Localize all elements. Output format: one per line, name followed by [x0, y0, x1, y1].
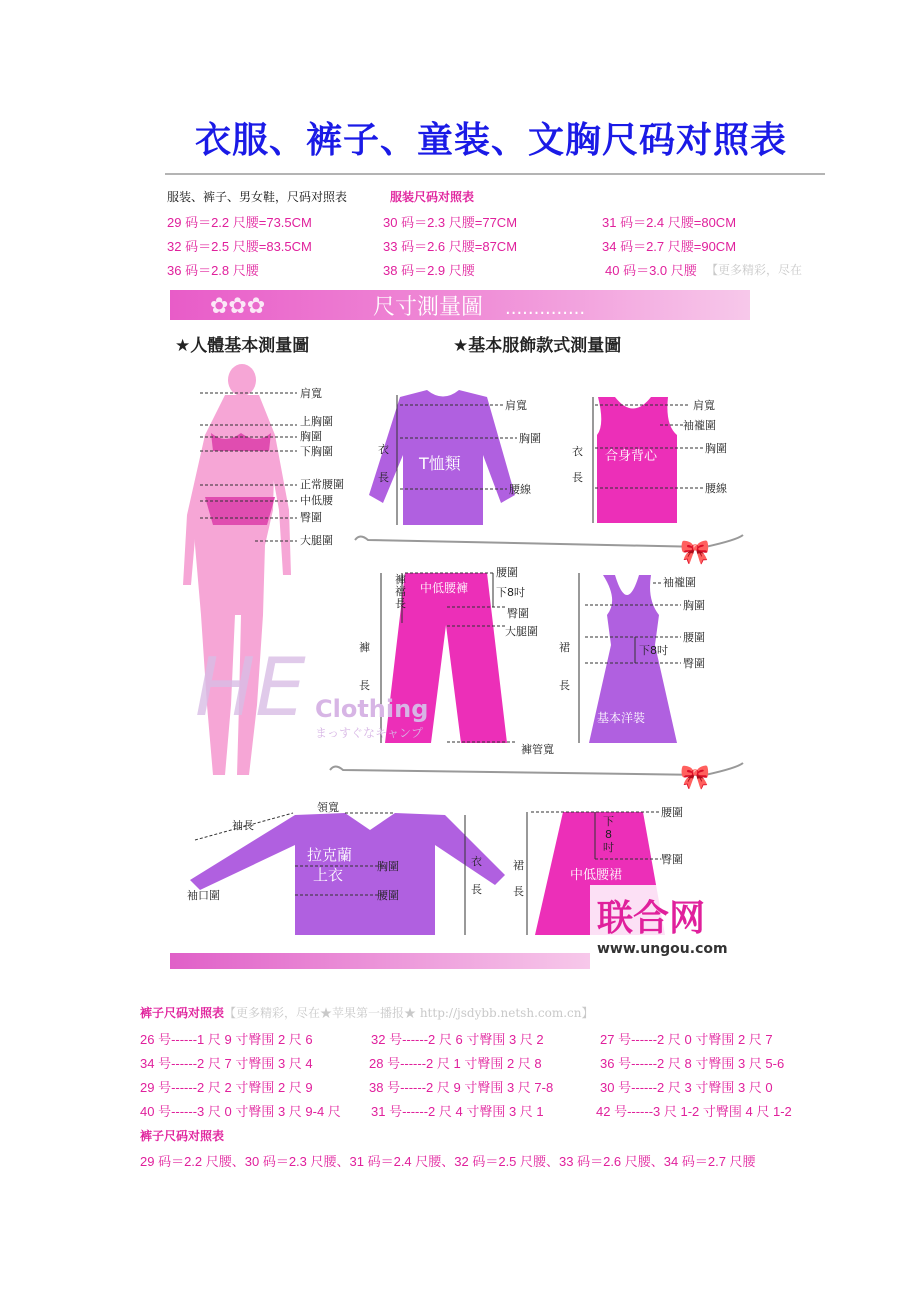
body-label: 中低腰 — [300, 494, 333, 507]
watermark-top: 【更多精彩，尽在 — [706, 263, 803, 277]
logo-brand: Clothing — [315, 695, 429, 723]
pants-rise: 襠 — [395, 585, 406, 598]
skirt-label: 腰圍 — [661, 806, 683, 819]
raglan-label: 袖長 — [232, 819, 254, 832]
vest-label: 袖襱圍 — [683, 419, 716, 432]
body-label: 肩寬 — [300, 387, 322, 400]
raglan-length: 衣 — [471, 855, 482, 868]
dress-label: 臀圍 — [683, 657, 705, 670]
waist-cell: 32 码＝2.5 尺腰=83.5CM — [167, 239, 312, 254]
waist-cell: 40 码＝3.0 尺腰 — [605, 263, 697, 278]
waist-cell: 29 码＝2.2 尺腰=73.5CM — [167, 215, 312, 230]
vest-label: 胸圍 — [705, 442, 727, 455]
waist-cell: 36 码＝2.8 尺腰 — [167, 263, 259, 278]
dress-label: 腰圍 — [683, 631, 705, 644]
dress-length: 長 — [559, 679, 570, 692]
bow-icon: 🎀 — [680, 763, 710, 791]
pants-watermark: 【更多精彩，尽在★苹果第一播报★ http://jsdybb.netsh.com.cn】 — [224, 1006, 594, 1020]
tshirt-length: 長 — [378, 471, 389, 484]
vest-length: 衣 — [572, 445, 583, 458]
pants-cell: 29 号------2 尺 2 寸臀围 2 尺 9 — [140, 1080, 313, 1095]
body-label: 上胸圍 — [300, 415, 333, 428]
skirt-drop: 下 — [603, 815, 614, 828]
pants-label: 大腿圍 — [505, 625, 538, 638]
tshirt-length: 衣 — [378, 443, 389, 456]
skirt-drop: 吋 — [603, 841, 614, 854]
pants-cell: 26 号------1 尺 9 寸臀围 2 尺 6 — [140, 1032, 313, 1047]
title-divider — [165, 173, 825, 175]
script-logo-mark: HE — [195, 641, 306, 734]
pants-label: 下8吋 — [496, 586, 525, 599]
vest-label: 腰線 — [705, 482, 727, 495]
skirt-name: 中低腰裙 — [570, 868, 623, 883]
banner-title: 尺寸測量圖 — [373, 295, 484, 320]
right-heading: ★基本服飾款式測量圖 — [453, 336, 622, 356]
raglan-name: 拉克蘭 — [307, 846, 353, 864]
skirt-label: 臀圍 — [661, 853, 683, 866]
bow-icon: 🎀 — [680, 538, 710, 566]
pants-waist-line: 29 码＝2.2 尺腰、30 码＝2.3 尺腰、31 码＝2.4 尺腰、32 码＝2.5 尺腰、33 码＝2.6 尺腰、34 码＝2.7 尺腰 — [140, 1154, 756, 1169]
svg-text:..............: .............. — [505, 298, 586, 319]
pants-label: 褲管寬 — [521, 743, 554, 756]
raglan-label: 胸圍 — [377, 860, 399, 873]
intro-heading: 服装、裤子、男女鞋，尺码对照表 — [167, 190, 348, 204]
pants-cell: 31 号------2 尺 4 寸臀围 3 尺 1 — [371, 1104, 544, 1119]
pants-cell: 36 号------2 尺 8 寸臀围 3 尺 5-6 — [600, 1056, 785, 1071]
tshirt-label: 腰線 — [509, 483, 531, 496]
raglan-label: 腰圍 — [377, 889, 399, 902]
pants-length: 長 — [359, 679, 370, 692]
vest-length: 長 — [572, 471, 583, 484]
tshirt-label: 肩寬 — [505, 399, 527, 412]
raglan-label: 袖口圍 — [187, 889, 220, 902]
pants-rise: 褲 — [395, 573, 406, 586]
badge-name: 联合网 — [597, 898, 706, 939]
bottom-strip — [170, 953, 590, 969]
tshirt-name: T恤類 — [419, 454, 461, 473]
body-label: 胸圍 — [300, 430, 322, 443]
raglan-length: 長 — [471, 883, 482, 896]
vest-label: 肩寬 — [693, 399, 715, 412]
badge-url: www.ungou.com — [597, 941, 728, 957]
pants-heading-row — [140, 1004, 593, 1021]
waist-cell: 38 码＝2.9 尺腰 — [383, 263, 475, 278]
skirt-length: 長 — [513, 885, 524, 898]
skirt-drop: 8 — [605, 828, 612, 841]
intro-subheading: 服装尺码对照表 — [390, 190, 475, 204]
vest-name: 合身背心 — [605, 449, 658, 464]
waist-cell: 33 码＝2.6 尺腰=87CM — [383, 239, 518, 254]
body-label: 大腿圍 — [300, 534, 333, 547]
body-label: 下胸圍 — [300, 445, 333, 458]
banner-logo-mark: ✿✿✿ — [210, 294, 266, 319]
pants-section-heading: 裤子尺码对照表 — [140, 1006, 225, 1020]
pants-section-heading-2: 裤子尺码对照表 — [140, 1129, 225, 1143]
pants-rise: 長 — [395, 597, 406, 610]
waist-cell: 34 码＝2.7 尺腰=90CM — [602, 239, 737, 254]
pants-cell: 28 号------2 尺 1 寸臀围 2 尺 8 — [369, 1056, 542, 1071]
waist-cell: 30 码＝2.3 尺腰=77CM — [383, 215, 518, 230]
dress-length: 裙 — [559, 641, 570, 654]
pants-label: 臀圍 — [507, 607, 529, 620]
dress-name: 基本洋裝 — [597, 711, 646, 725]
page-title: 衣服、裤子、童装、文胸尺码对照表 — [195, 120, 788, 161]
body-label: 正常腰圍 — [300, 478, 344, 491]
raglan-name: 上衣 — [313, 866, 344, 884]
pants-name: 中低腰褲 — [420, 581, 469, 595]
pants-label: 腰圍 — [496, 566, 518, 579]
tshirt-label: 胸圍 — [519, 432, 541, 445]
dress-label: 下8吋 — [639, 644, 668, 657]
skirt-length: 裙 — [513, 859, 524, 872]
measurement-figure — [165, 285, 765, 975]
pants-cell: 42 号------3 尺 1-2 寸臀围 4 尺 1-2 — [596, 1104, 792, 1119]
raglan-label: 領寬 — [317, 801, 339, 814]
pants-cell: 40 号------3 尺 0 寸臀围 3 尺 9-4 尺 — [140, 1104, 341, 1119]
pants-cell: 27 号------2 尺 0 寸臀围 2 尺 7 — [600, 1032, 773, 1047]
body-label: 臀圍 — [300, 511, 322, 524]
left-heading: ★人體基本測量圖 — [175, 336, 310, 356]
pants-length: 褲 — [359, 641, 370, 654]
pants-cell: 34 号------2 尺 7 寸臀围 3 尺 4 — [140, 1056, 313, 1071]
pants-cell: 32 号------2 尺 6 寸臀围 3 尺 2 — [371, 1032, 544, 1047]
dress-label: 袖襱圍 — [663, 576, 696, 589]
waist-cell: 31 码＝2.4 尺腰=80CM — [602, 215, 737, 230]
pants-cell: 30 号------2 尺 3 寸臀围 3 尺 0 — [600, 1080, 773, 1095]
pants-cell: 38 号------2 尺 9 寸臀围 3 尺 7-8 — [369, 1080, 554, 1095]
dress-label: 胸圍 — [683, 599, 705, 612]
logo-tagline: まっすぐなキャンプ — [315, 726, 424, 740]
